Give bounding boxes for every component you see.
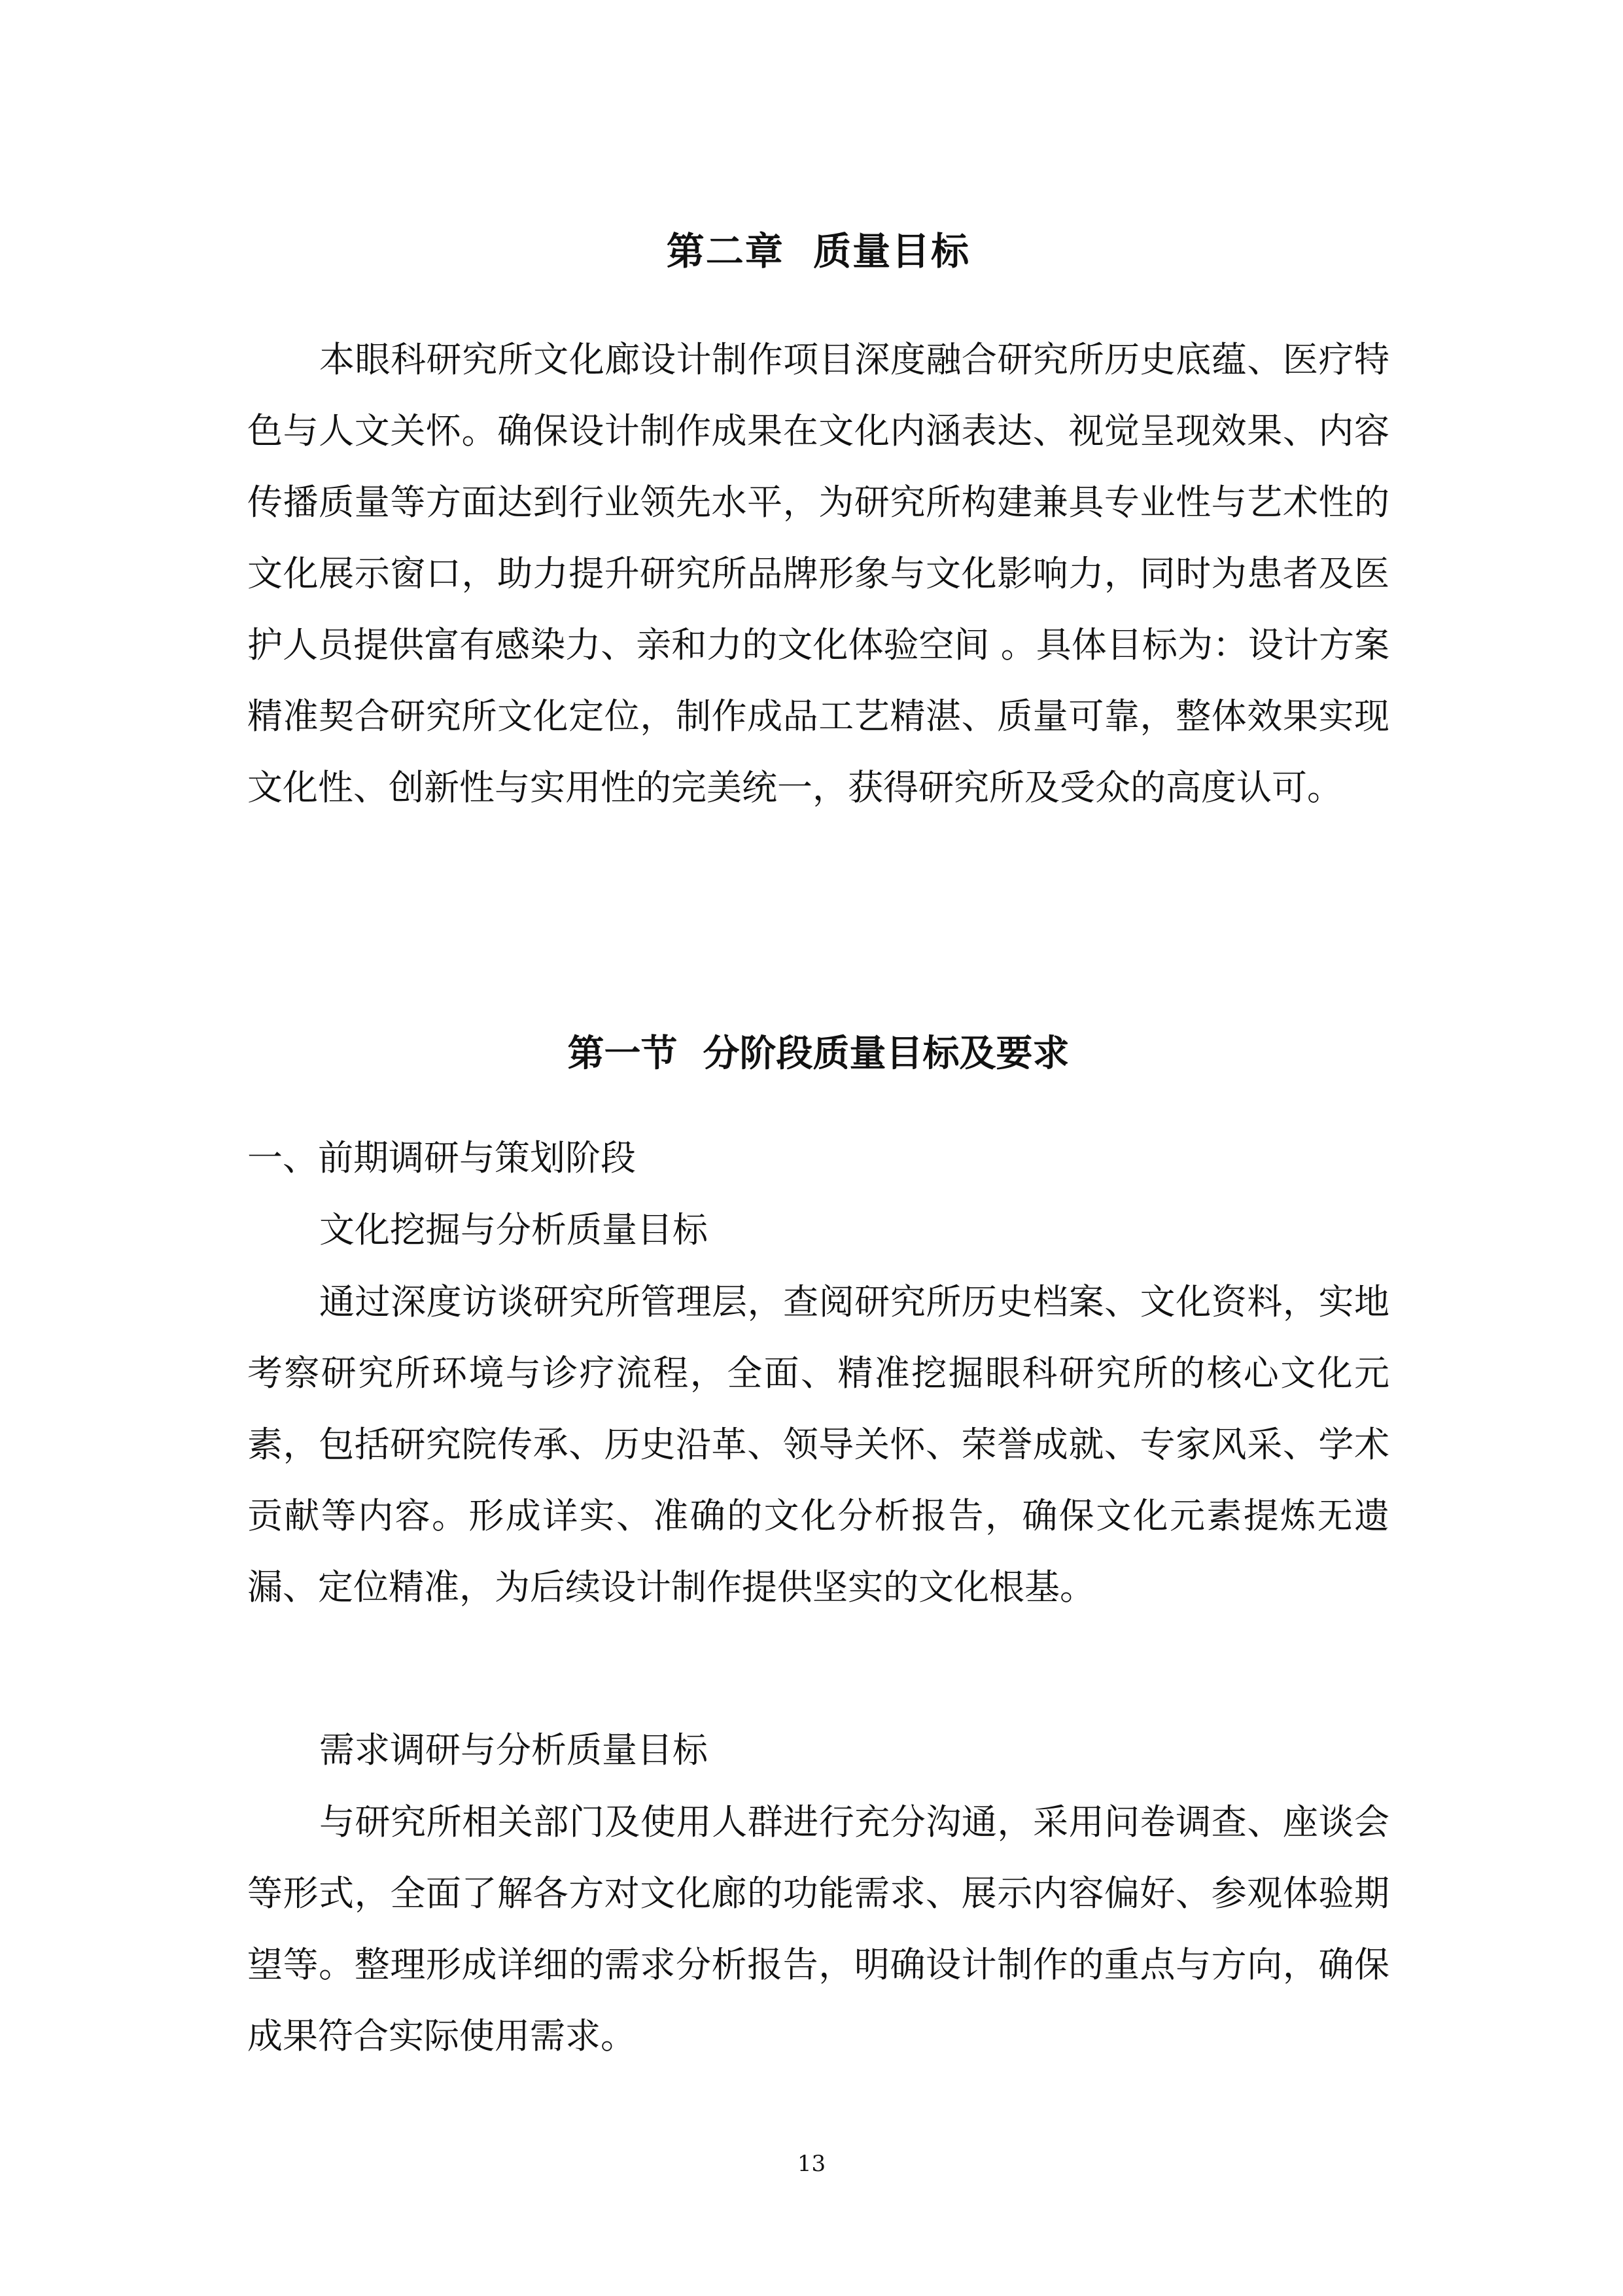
page-number: 13 (797, 2151, 826, 2177)
culture-analysis-heading: 文化挖掘与分析质量目标 (319, 1209, 708, 1250)
stage-heading: 一、前期调研与策划阶段 (247, 1137, 636, 1178)
culture-analysis-paragraph: 通过深度访谈研究所管理层，查阅研究所历史档案、文化资料，实地考察研究所环境与诊疗流程，全面、精准挖掘眼科研究所的核心文化元素，包括研究院传承、历史沿革、领导关怀、荣誉成就、专家风采、学术贡献等内容。形成详实、准确的文化分析报告，确保文化元素提炼无遗漏、定位精准，为后续设计制作提供坚实的文化根基。 (247, 1281, 1389, 1608)
demand-analysis-paragraph: 与研究所相关部门及使用人群进行充分沟通，采用问卷调查、座谈会等形式，全面了解各方对文化廊的功能需求、展示内容偏好、参观体验期望等。整理形成详细的需求分析报告，明确设计制作的重点与方向，确保成果符合实际使用需求。 (247, 1801, 1389, 2057)
demand-analysis-heading: 需求调研与分析质量目标 (319, 1729, 708, 1771)
intro-paragraph: 本眼科研究所文化廊设计制作项目深度融合研究所历史底蕴、医疗特色与人文关怀。确保设计制作成果在文化内涵表达、视觉呈现效果、内容传播质量等方面达到行业领先水平，为研究所构建兼具专业性与艺术性的文化展示窗口，助力提升研究所品牌形象与文化影响力，同时为患者及医护人员提供富有感染力、亲和力的文化体验空间 。具体目标为：设计方案精准契合研究所文化定位，制作成品工艺精湛、质量可靠，整体效果实现文化性、创新性与实用性的完美统一，获得研究所及受众的高度认可。 (247, 339, 1389, 808)
section-title: 第一节 分阶段质量目标及要求 (567, 1033, 1070, 1076)
chapter-title: 第二章 质量目标 (666, 228, 971, 274)
